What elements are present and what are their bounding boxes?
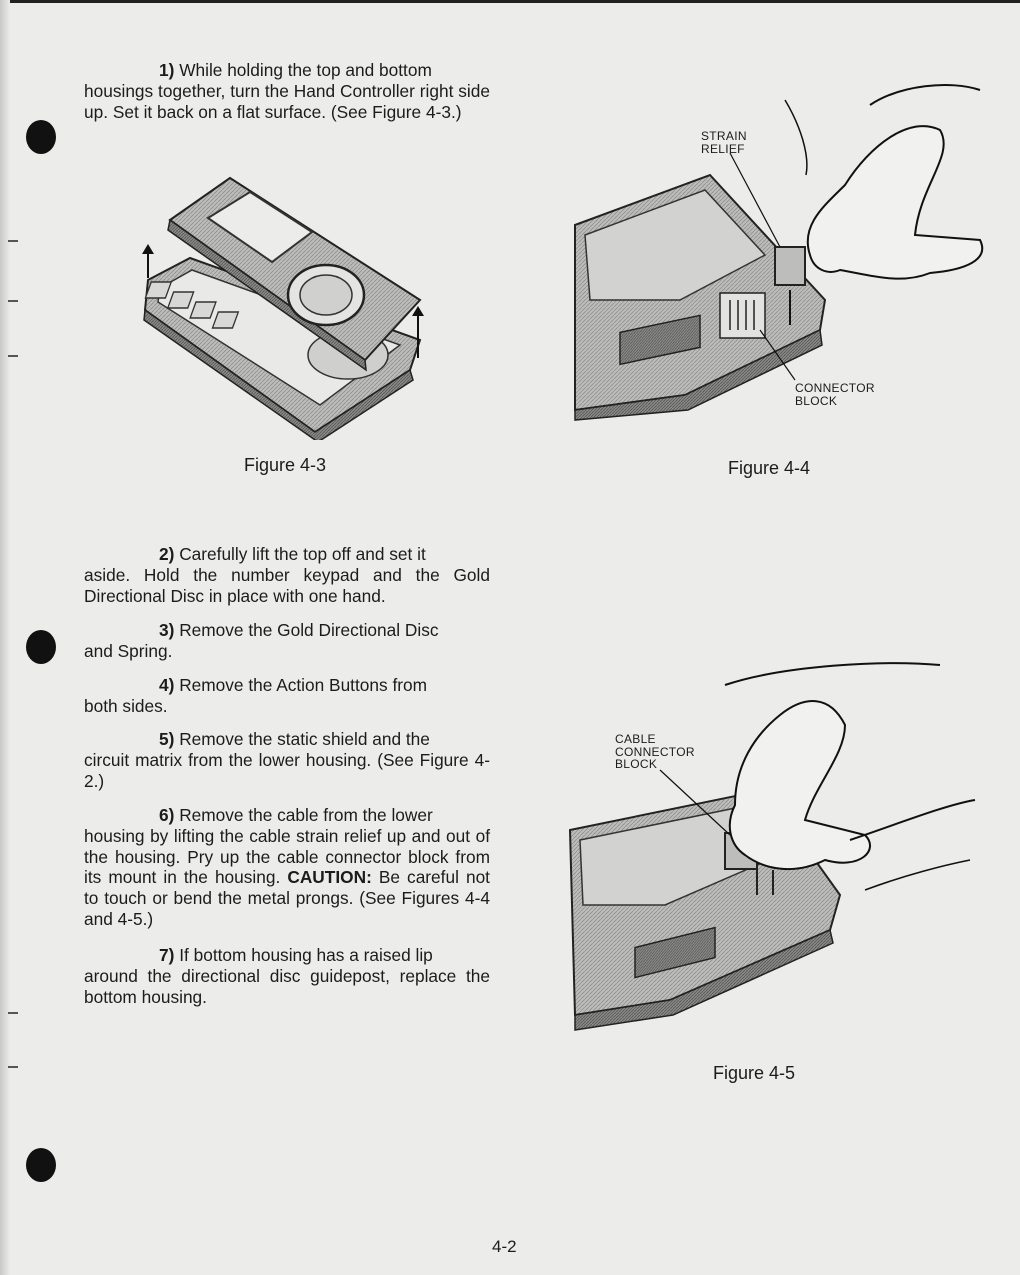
scan-mark	[8, 1066, 18, 1068]
step-2	[84, 544, 490, 606]
step-number: 2)	[159, 544, 175, 564]
step-number: 6)	[159, 805, 175, 825]
step-6	[84, 805, 490, 930]
figure-caption: Figure 4-4	[728, 458, 811, 478]
scan-mark	[8, 1012, 18, 1014]
label-cable-connector-block: CABLE CONNECTOR BLOCK	[615, 732, 695, 771]
step-text: Remove the Gold Directional Disc	[179, 620, 439, 640]
step-text: Remove the Action Buttons from	[179, 675, 428, 695]
step-number: 4)	[159, 675, 175, 695]
binder-hole-middle	[26, 630, 56, 664]
scan-mark	[8, 300, 18, 302]
step-text: If bottom housing has a raised lip	[179, 945, 433, 965]
step-3	[84, 620, 490, 662]
binder-hole-top	[26, 120, 56, 154]
step-text: Be careful not to touch or bend the metal prongs. (See Figures 4-4 and 4-5.)	[84, 867, 490, 929]
step-text: While holding the top and bottom	[179, 60, 432, 80]
label-strain-relief: STRAIN RELIEF	[701, 129, 747, 156]
binder-hole-bottom	[26, 1148, 56, 1182]
step-number: 5)	[159, 729, 175, 749]
label-connector-block: CONNECTOR BLOCK	[795, 381, 875, 408]
scan-left-shadow	[0, 0, 10, 1275]
figure-4-3-illustration	[130, 170, 450, 440]
scan-mark	[8, 355, 18, 357]
step-number: 1)	[159, 60, 175, 80]
step-text: and Spring.	[84, 640, 173, 661]
step-1	[84, 60, 490, 122]
step-text: aside. Hold the number keypad and the Gold Directional Disc in place with one hand.	[84, 564, 490, 606]
scan-top-edge	[0, 0, 1020, 3]
step-text: circuit matrix from the lower housing. (See Figure 4-2.)	[84, 749, 490, 791]
step-text: around the directional disc guidepost, replace the bottom housing.	[84, 965, 490, 1007]
step-7	[84, 945, 490, 1007]
step-text: Remove the cable from the lower	[179, 805, 433, 825]
figure-4-4-illustration	[570, 75, 990, 425]
step-text: housing by lifting the cable strain relief up and out of the housing. Pry up the cable connector block from its mount in the housing.	[84, 825, 490, 888]
step-4	[84, 675, 490, 717]
figure-4-5-illustration	[565, 655, 995, 1040]
step-text: Remove the static shield and the	[179, 729, 430, 749]
figure-caption: Figure 4-3	[244, 455, 327, 475]
step-number: 7)	[159, 945, 175, 965]
step-number: 3)	[159, 620, 175, 640]
scan-mark	[8, 240, 18, 242]
step-5	[84, 729, 490, 791]
step-text: housings together, turn the Hand Controller right side up. Set it back on a flat surface. (See Figure 4-3.)	[84, 80, 490, 122]
page-number: 4-2	[492, 1237, 517, 1256]
caution-label: CAUTION:	[287, 867, 372, 888]
figure-caption: Figure 4-5	[713, 1063, 796, 1083]
step-text: both sides.	[84, 695, 168, 716]
step-text: Carefully lift the top off and set it	[179, 544, 426, 564]
